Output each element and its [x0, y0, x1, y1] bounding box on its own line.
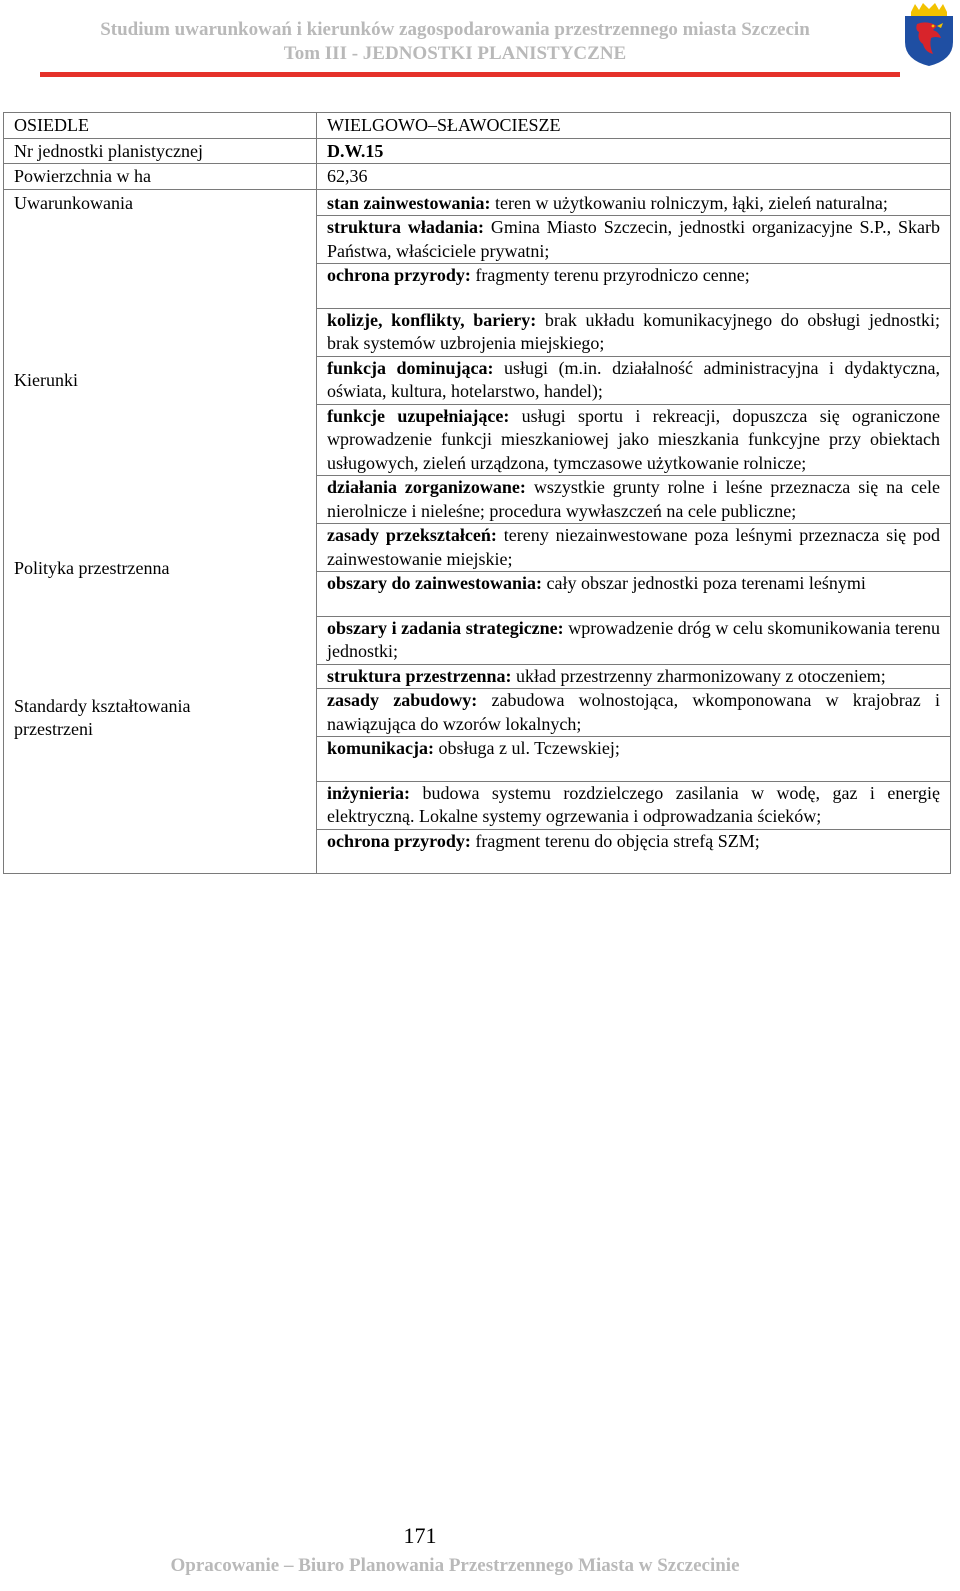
s-zabudowa: zasady zabudowy: zabudowa wolnostojąca, wkomponowana w krajobraz i nawiązująca do wzorów lokalnych; [327, 690, 940, 734]
page-header [0, 0, 960, 80]
s-inzynieria: inżynieria: budowa systemu rozdzielczego zasilania w wodę, gaz i energię elektryczną. Lokalne systemy ogrzewania i odprowadzania ścieków; [327, 782, 940, 826]
uw-kolizje: kolizje, konflikty, bariery: brak układu komunikacyjnego do obsługi jednostki; brak systemów uzbrojenia miejskiego; [327, 309, 940, 353]
nr-label: Nr jednostki planistycznej [4, 138, 317, 164]
szczecin-coat-of-arms-icon [903, 2, 955, 68]
section-content [317, 189, 951, 874]
p-strategiczne: obszary i zadania strategiczne: wprowadzenie dróg w celu skomunikowania terenu jednostki; [327, 617, 940, 661]
k-funkcja: funkcja dominująca: usługi (m.in. działalność administracyjna i dydaktyczna, oświata, kultura, hotelarstwo, handel); [327, 357, 940, 401]
planning-unit-table [3, 112, 951, 874]
s-ochrona: ochrona przyrody: fragment terenu do objęcia strefą SZM; [327, 830, 760, 851]
uw-struktura: struktura władania: Gmina Miasto Szczecin, jednostki organizacyjne S.P., Skarb Państwa, właściciele prywatni; [327, 217, 940, 261]
table-row [4, 138, 951, 164]
header-divider [40, 72, 900, 77]
s-komunikacja: komunikacja: obsługa z ul. Tczewskiej; [327, 738, 620, 758]
pow-label: Powierzchnia w ha [4, 164, 317, 190]
section-labels [4, 189, 317, 874]
header-title-line1: Studium uwarunkowań i kierunków zagospodarowania przestrzennego miasta Szczecin [100, 19, 810, 40]
k-uzupelniajace: funkcje uzupełniające: usługi sportu i rekreacji, dopuszcza się ograniczone wprowadzenie funkcji mieszkaniowej jako mieszkania funkcyjne przy obiektach usługowych, zieleń urządzona, tymczasowe użytkowanie rolnicze; [327, 405, 940, 473]
osiedle-label: OSIEDLE [4, 113, 317, 139]
polityka-label: Polityka przestrzenna [14, 557, 170, 578]
page-number: 171 [403, 1523, 437, 1548]
k-dzialania: działania zorganizowane: wszystkie grunty rolne i leśne przeznacza się na cele nierolnicze i nieleśne; procedura wywłaszczeń na cele publiczne; [327, 477, 940, 521]
kierunki-label: Kierunki [14, 369, 78, 390]
table-row [4, 164, 951, 190]
table-row [4, 189, 951, 874]
header-title-line2: Tom III - JEDNOSTKI PLANISTYCZNE [283, 43, 627, 64]
standardy-label: Standardy kształtowania przestrzeni [14, 695, 191, 739]
p-obszary: obszary do zainwestowania: cały obszar jednostki poza terenami leśnymi [327, 573, 866, 593]
table-row [4, 113, 951, 139]
pow-value: 62,36 [317, 164, 951, 190]
nr-value: D.W.15 [317, 138, 951, 164]
p-zasady: zasady przekształceń: tereny niezainwestowane poza leśnymi przeznacza się pod zainwestowanie miejskie; [327, 525, 940, 569]
uwarunkowania-label: Uwarunkowania [14, 192, 133, 213]
s-struktura: struktura przestrzenna: układ przestrzenny zharmonizowany z otoczeniem; [327, 665, 886, 686]
uw-ochrona: ochrona przyrody: fragmenty terenu przyrodniczo cenne; [327, 265, 750, 285]
footer-credit: Opracowanie – Biuro Planowania Przestrzennego Miasta w Szczecinie [170, 1555, 740, 1576]
osiedle-value: WIELGOWO–SŁAWOCIESZE [317, 113, 951, 139]
uw-stan: stan zainwestowania: teren w użytkowaniu rolniczym, łąki, zieleń naturalna; [327, 192, 888, 213]
